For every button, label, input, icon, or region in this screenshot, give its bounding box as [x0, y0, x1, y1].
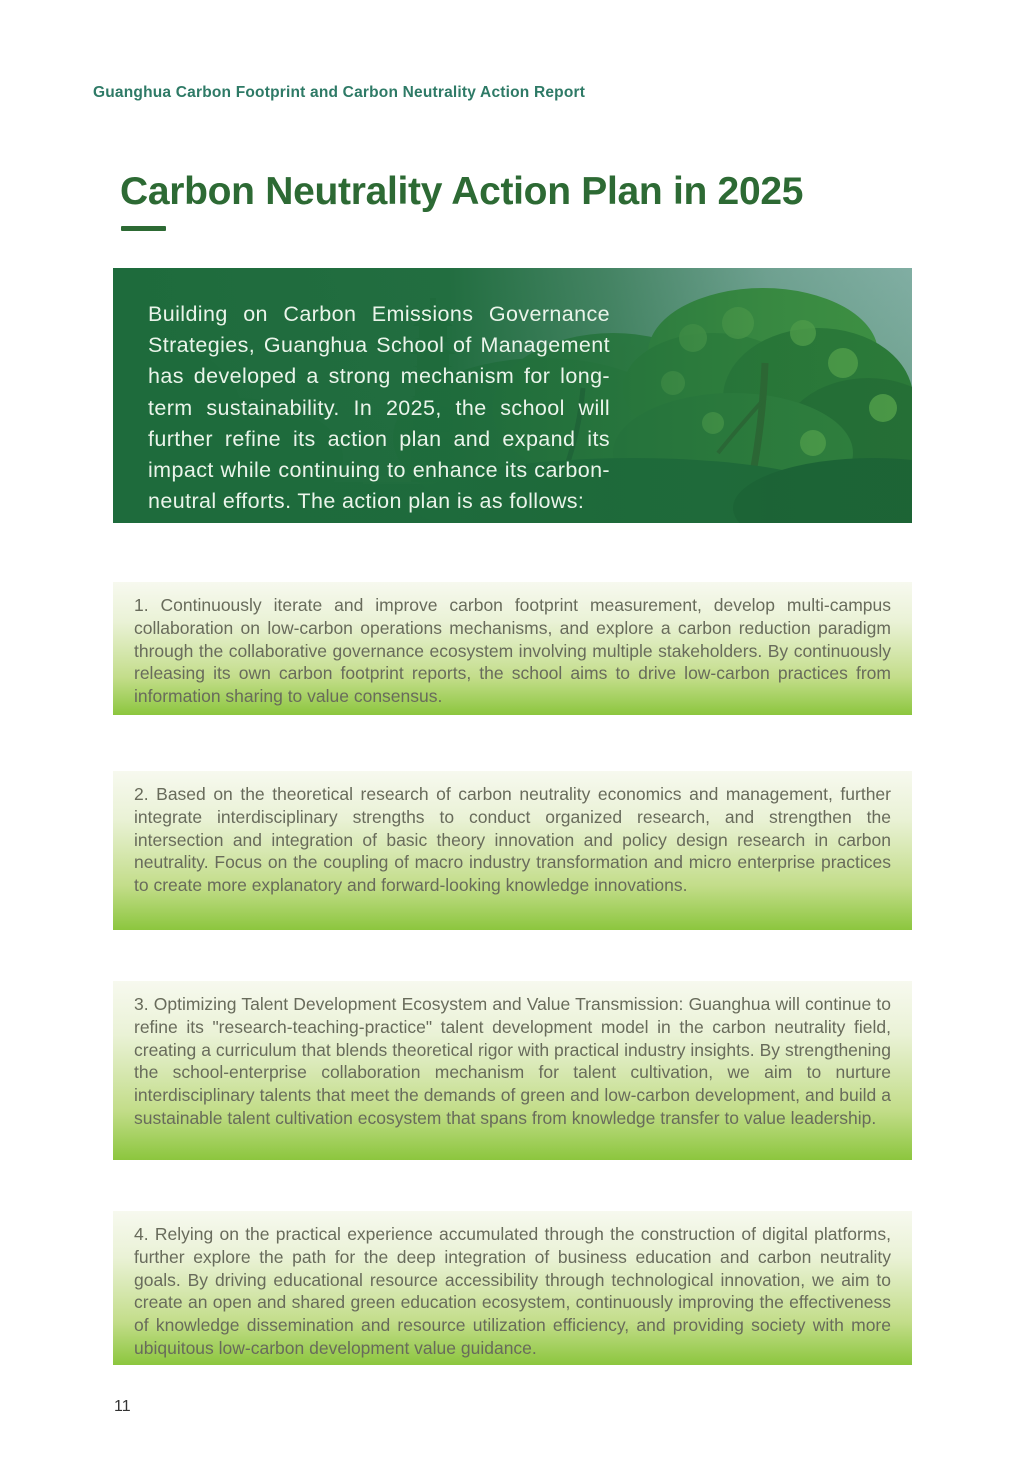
hero-intro-text: Building on Carbon Emissions Governance Strategies, Guanghua School of Management has developed a strong mechanism for long-term sustainability. In 2025, the school will further refine its action plan and expand its impact while continuing to enhance its carbon-neutral efforts. The action plan is as follows:: [148, 302, 610, 514]
action-item-3: 3. Optimizing Talent Development Ecosystem and Value Transmission: Guanghua will continue to refine its "research-teaching-practice" talent development model in the carbon neutrality field, creating a curriculum that blends theoretical rigor with practical industry insights. By strengthening the school-enterprise collaboration mechanism for talent cultivation, we aim to nurture interdisciplinary talents that meet the demands of green and low-carbon development, and build a sustainable talent cultivation ecosystem that spans from knowledge transfer to value leadership.: [113, 981, 912, 1160]
page-number: 11: [114, 1398, 131, 1415]
action-item-1: 1. Continuously iterate and improve carbon footprint measurement, develop multi-campus collaboration on low-carbon operations mechanisms, and explore a carbon reduction paradigm through the collaborative governance ecosystem involving multiple stakeholders. By continuously releasing its own carbon footprint reports, the school aims to drive low-carbon practices from information sharing to value consensus.: [113, 582, 912, 715]
title-underline: [121, 226, 166, 231]
page-title: Carbon Neutrality Action Plan in 2025: [120, 170, 804, 213]
action-item-2: 2. Based on the theoretical research of carbon neutrality economics and management, further integrate interdisciplinary strengths to conduct organized research, and strengthen the intersection and integration of basic theory innovation and policy design research in carbon neutrality. Focus on the coupling of macro industry transformation and micro enterprise practices to create more explanatory and forward-looking knowledge innovations.: [113, 771, 912, 930]
hero-banner: [113, 268, 912, 523]
action-item-4: 4. Relying on the practical experience accumulated through the construction of digital platforms, further explore the path for the deep integration of business education and carbon neutrality goals. By driving educational resource accessibility through technological innovation, we aim to create an open and shared green education ecosystem, continuously improving the effectiveness of knowledge dissemination and resource utilization efficiency, and providing society with more ubiquitous low-carbon development value guidance.: [113, 1211, 912, 1365]
report-header-label: Guanghua Carbon Footprint and Carbon Neutrality Action Report: [93, 84, 586, 101]
